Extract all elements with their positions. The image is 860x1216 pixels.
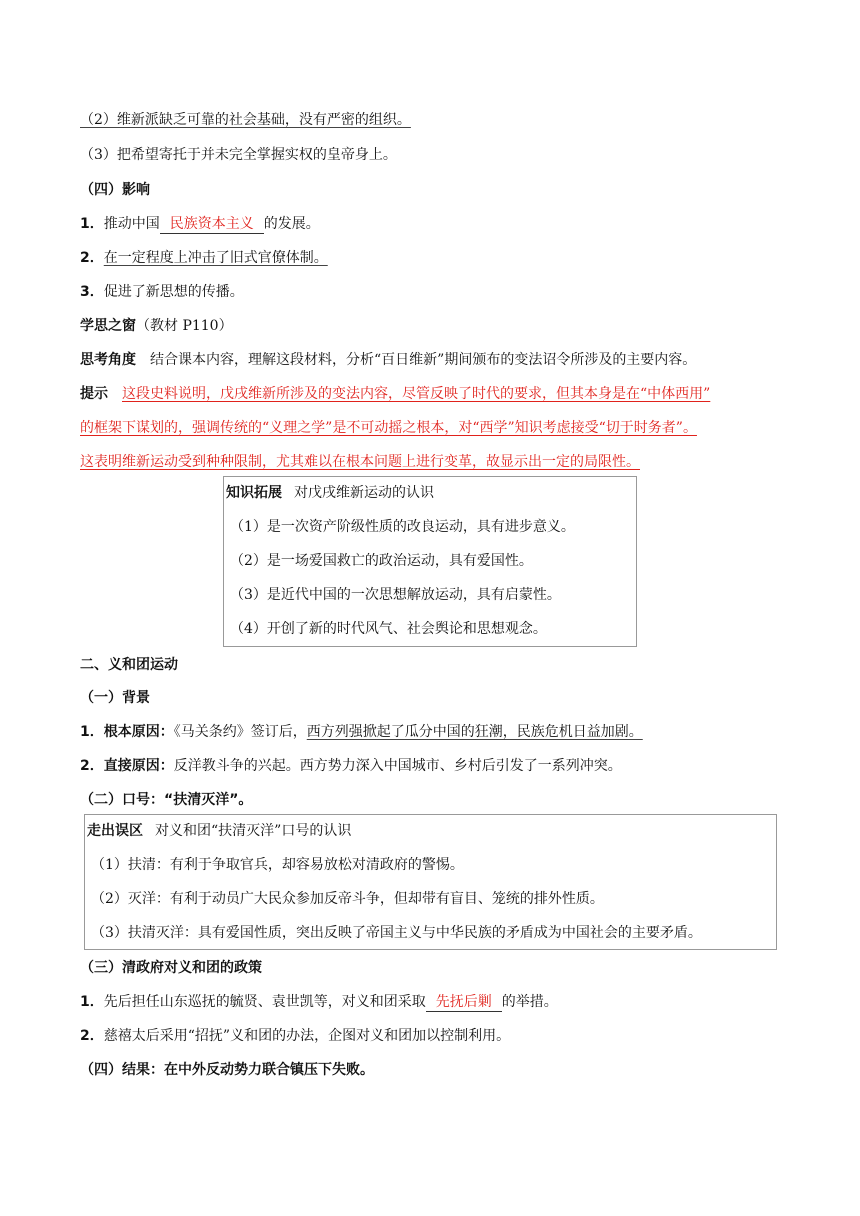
impact-item-1-number: 1．	[80, 216, 104, 232]
impact-item-1-suffix: 的发展。	[263, 216, 320, 232]
hint-line-3: 这表明维新运动受到种种限制，尤其难以在根本问题上进行变革，故显示出一定的局限性。	[80, 454, 640, 470]
result-heading: （四）结果：在中外反动势力联合镇压下失败。	[80, 1062, 374, 1078]
section-heading-boxer: 二、义和团运动	[80, 657, 178, 673]
policy-item-2-number: 2．	[80, 1028, 104, 1044]
root-cause-answer: 西方列强掀起了瓜分中国的狂潮，民族危机日益加剧。	[306, 724, 643, 740]
direct-cause-text: 反洋教斗争的兴起。西方势力深入中国城市、乡村后引发了一系列冲突。	[173, 758, 622, 774]
root-cause-label: 1．根本原因：	[80, 724, 174, 740]
policy-item-2	[80, 1026, 510, 1046]
policy-item-1-suffix: 的举措。	[501, 994, 558, 1010]
thinking-angle-text: 结合课本内容，理解这段材料，分析“百日维新”期间颁布的变法诏令所涉及的主要内容。	[150, 352, 697, 368]
misconception-title	[87, 821, 351, 841]
slogan-heading: （二）口号：“扶清灭洋”。	[80, 792, 253, 808]
impact-item-1	[80, 214, 320, 234]
misconception-item: （3）扶清灭洋：具有爱国性质，突出反映了帝国主义与中华民族的矛盾成为中国社会的主要矛盾。	[91, 925, 702, 941]
misconception-heading: 对义和团“扶清灭洋”口号的认识	[155, 823, 352, 839]
policy-item-1	[80, 992, 558, 1012]
impact-item-2	[80, 248, 328, 268]
impact-heading: （四）影响	[80, 182, 150, 198]
hint-label: 提示	[80, 386, 108, 402]
failure-item-2: （2）维新派缺乏可靠的社会基础，没有严密的组织。	[80, 112, 411, 128]
policy-heading: （三）清政府对义和团的政策	[80, 960, 262, 976]
thinking-angle	[80, 350, 696, 370]
impact-item-3-text: 促进了新思想的传播。	[103, 284, 244, 300]
root-cause-prefix: 《马关条约》签订后，	[173, 724, 307, 740]
knowledge-extension-heading: 对戊戌维新运动的认识	[294, 485, 434, 501]
hint-line-1	[80, 384, 710, 404]
knowledge-extension-item: （1）是一次资产阶级性质的改良运动，具有进步意义。	[230, 519, 575, 535]
direct-cause	[80, 756, 622, 776]
background-heading: （一）背景	[80, 690, 150, 706]
policy-item-2-text: 慈禧太后采用“招抚”义和团的办法，企图对义和团加以控制利用。	[103, 1028, 511, 1044]
study-window-source: （教材 P110）	[136, 318, 233, 334]
policy-item-1-answer: 先抚后剿	[426, 993, 502, 1012]
knowledge-extension-label: 知识拓展	[226, 485, 282, 501]
study-window-title	[80, 316, 233, 336]
direct-cause-label: 2．直接原因：	[80, 758, 174, 774]
impact-item-1-answer: 民族资本主义	[160, 215, 264, 234]
misconception-item: （1）扶清：有利于争取官兵，却容易放松对清政府的警惕。	[91, 857, 464, 873]
study-window-label: 学思之窗	[80, 318, 136, 334]
knowledge-extension-item: （2）是一场爱国救亡的政治运动，具有爱国性。	[230, 553, 533, 569]
hint-text-1: 这段史料说明，戊戌维新所涉及的变法内容，尽管反映了时代的要求，但其本身是在“中体西用”	[122, 386, 711, 402]
policy-item-1-number: 1．	[80, 994, 104, 1010]
misconception-box	[84, 814, 777, 950]
thinking-angle-label: 思考角度	[80, 352, 136, 368]
knowledge-extension-item: （3）是近代中国的一次思想解放运动，具有启蒙性。	[230, 587, 561, 603]
impact-item-3-number: 3．	[80, 284, 104, 300]
impact-item-1-prefix: 推动中国	[103, 216, 160, 232]
misconception-label: 走出误区	[87, 823, 143, 839]
impact-item-2-number: 2．	[80, 250, 104, 266]
misconception-item: （2）灭洋：有利于动员广大民众参加反帝斗争，但却带有盲目、笼统的排外性质。	[91, 891, 604, 907]
policy-item-1-prefix: 先后担任山东巡抚的毓贤、袁世凯等，对义和团采取	[103, 994, 426, 1010]
root-cause	[80, 722, 643, 742]
impact-item-3	[80, 282, 244, 302]
failure-item-3: （3）把希望寄托于并未完全掌握实权的皇帝身上。	[80, 147, 397, 163]
impact-item-2-text: 在一定程度上冲击了旧式官僚体制。	[103, 250, 328, 266]
hint-line-2: 的框架下谋划的，强调传统的“义理之学”是不可动摇之根本，对“西学”知识考虑接受“切于时务者”。	[80, 420, 697, 436]
knowledge-extension-title	[226, 483, 434, 503]
knowledge-extension-item: （4）开创了新的时代风气、社会舆论和思想观念。	[230, 621, 547, 637]
knowledge-extension-box	[223, 476, 637, 647]
